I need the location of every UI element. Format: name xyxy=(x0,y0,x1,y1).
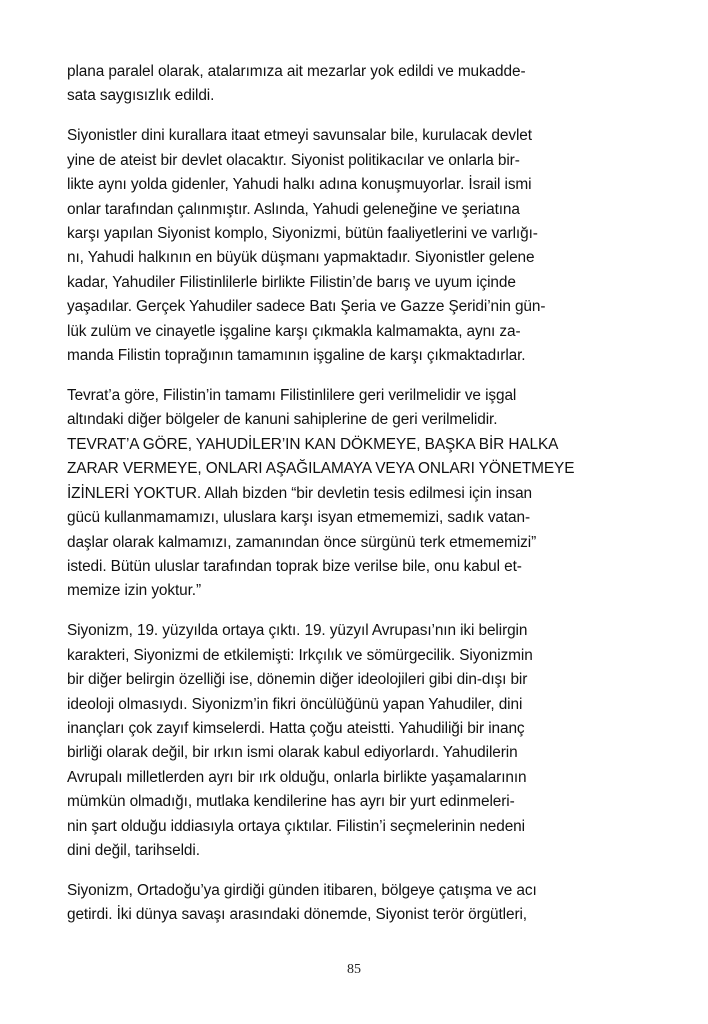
text-line: plana paralel olarak, atalarımıza ait mezarlar yok edildi ve mukadde- xyxy=(67,63,526,80)
text-line: ideoloji olmasıydı. Siyonizm’in fikri öncülüğünü yapan Yahudiler, dini xyxy=(67,695,523,713)
text-line: sata saygısızlık edildi. xyxy=(67,87,215,105)
text-line: inançları çok zayıf kimselerdi. Hatta çoğu ateistti. Yahudiliği bir inanç xyxy=(67,719,525,737)
paragraph-1 xyxy=(67,60,647,109)
text-line: karşı yapılan Siyonist komplo, Siyonizmi, bütün faaliyetlerini ve varlığı- xyxy=(67,225,538,243)
text-line: mümkün olmadığı, mutlaka kendilerine has ayrı bir yurt edinmeleri- xyxy=(67,793,515,811)
text-line: likte aynı yolda gidenler, Yahudi halkı adına konuşmuyorlar. İsrail ismi xyxy=(67,176,532,194)
text-line: karakteri, Siyonizmi de etkilemişti: Irkçılık ve sömürgecilik. Siyonizmin xyxy=(67,646,533,664)
paragraph-2 xyxy=(67,124,647,368)
text-line: onlar tarafından çalınmıştır. Aslında, Yahudi geleneğine ve şeriatına xyxy=(67,200,520,218)
text-line: dini değil, tarihseldi. xyxy=(67,841,200,859)
text-line: nin şart olduğu iddiasıyla ortaya çıktılar. Filistin’i seçmelerinin nedeni xyxy=(67,817,525,835)
text-line: gücü kullanmamamızı, uluslara karşı isyan etmememizi, sadık vatan- xyxy=(67,509,530,527)
text-line: istedi. Bütün uluslar tarafından toprak bize verilse bile, onu kabul et- xyxy=(67,557,522,575)
paragraph-4 xyxy=(67,619,647,863)
text-line: getirdi. İki dünya savaşı arasındaki dönemde, Siyonist terör örgütleri, xyxy=(67,906,527,924)
body-text xyxy=(67,60,647,943)
text-line: lük zulüm ve cinayetle işgaline karşı çıkmakla kalmamakta, aynı za- xyxy=(67,322,521,340)
text-line: Siyonizm, Ortadoğu’ya girdiği günden itibaren, bölgeye çatışma ve acı xyxy=(67,881,537,899)
text-line: yine de ateist bir devlet olacaktır. Siyonist politikacılar ve onlarla bir- xyxy=(67,151,520,169)
text-line: Avrupalı milletlerden ayrı bir ırk olduğu, onlarla birlikte yaşamalarının xyxy=(67,768,527,786)
paragraph-3 xyxy=(67,384,647,604)
text-line: kadar, Yahudiler Filistinlilerle birlikte Filistin’de barış ve uyum içinde xyxy=(67,273,516,291)
text-line: Tevrat’a göre, Filistin’in tamamı Filistinlilere geri verilmelidir ve işgal xyxy=(67,387,517,405)
text-line: Siyonizm, 19. yüzyılda ortaya çıktı. 19. yüzyıl Avrupası’nın iki belirgin xyxy=(67,622,528,640)
page-number: 85 xyxy=(347,962,361,977)
text-line: TEVRAT’A GÖRE, YAHUDİLER’IN KAN DÖKMEYE, BAŞKA BİR HALKA xyxy=(67,435,559,453)
text-line: yaşadılar. Gerçek Yahudiler sadece Batı Şeria ve Gazze Şeridi’nin gün- xyxy=(67,298,546,316)
text-line: memize izin yoktur.” xyxy=(67,582,201,600)
text-line: nı, Yahudi halkının en büyük düşmanı yapmaktadır. Siyonistler gelene xyxy=(67,249,535,267)
text-line: altındaki diğer bölgeler de kanuni sahiplerine de geri verilmelidir. xyxy=(67,411,498,429)
text-line: İZİNLERİ YOKTUR. Allah bizden “bir devletin tesis edilmesi için insan xyxy=(67,484,532,502)
text-line: manda Filistin toprağının tamamının işgaline de karşı çıkmaktadırlar. xyxy=(67,347,526,365)
text-line: ZARAR VERMEYE, ONLARI AŞAĞILAMAYA VEYA ONLARI YÖNETMEYE xyxy=(67,460,575,478)
paragraph-5 xyxy=(67,879,647,928)
text-line: daşlar olarak kalmamızı, zamanından önce sürgünü terk etmememizi” xyxy=(67,533,537,551)
text-line: Siyonistler dini kurallara itaat etmeyi savunsalar bile, kurulacak devlet xyxy=(67,127,532,145)
text-line: bir diğer belirgin özelliği ise, dönemin diğer ideolojileri gibi din-dışı bir xyxy=(67,671,528,689)
text-line: birliği olarak değil, bir ırkın ismi olarak kabul ediyorlardı. Yahudilerin xyxy=(67,744,518,762)
